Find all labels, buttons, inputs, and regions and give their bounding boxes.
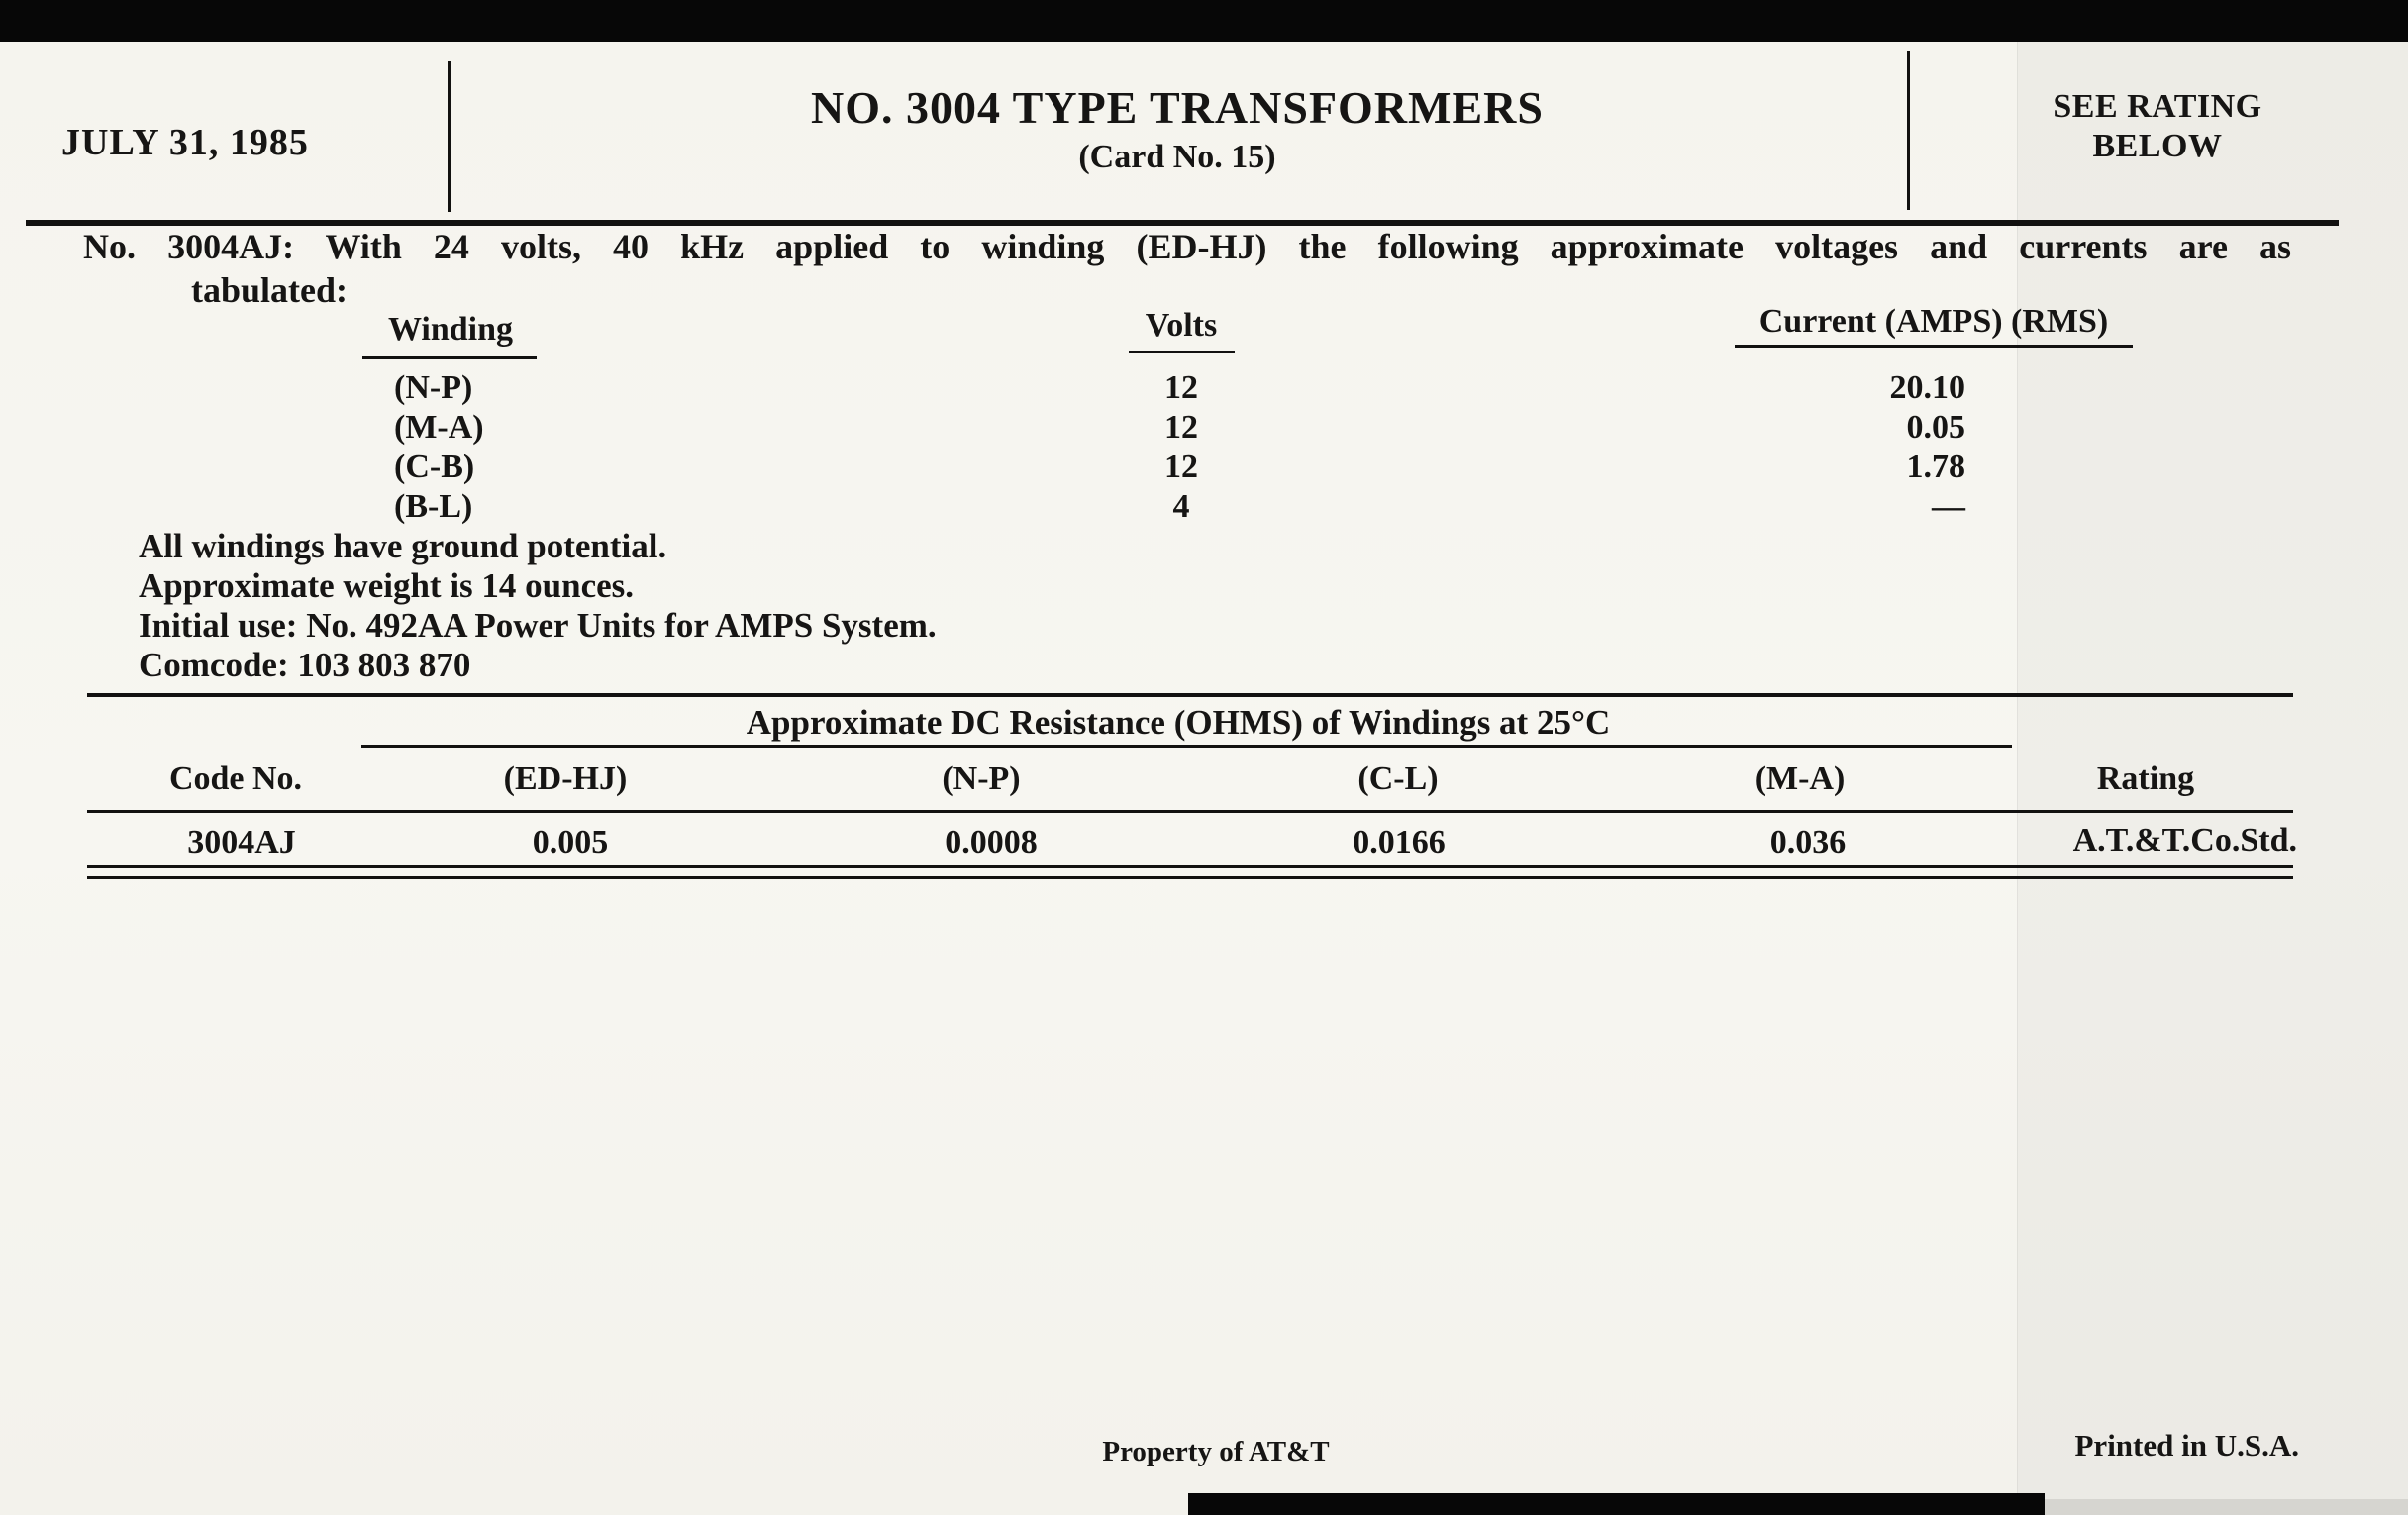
scan-bottom-gray-strip xyxy=(2045,1499,2408,1515)
current-column-header: Current (AMPS) (RMS) xyxy=(1758,303,2109,340)
note-comcode: Comcode: 103 803 870 xyxy=(139,646,471,684)
current-header-underline xyxy=(1735,345,2133,348)
resistance-header-m-a: (M-A) xyxy=(1755,760,1846,797)
winding-label: (C-B) xyxy=(394,449,475,485)
card-title: NO. 3004 TYPE TRANSFORMERS xyxy=(811,82,1544,133)
resistance-header-rating: Rating xyxy=(2096,760,2195,797)
resistance-header-n-p: (N-P) xyxy=(942,760,1021,797)
resistance-cell-code-no: 3004AJ xyxy=(187,824,296,860)
see-rating-note xyxy=(1959,87,2356,166)
card-number: (Card No. 15) xyxy=(1078,139,1276,175)
resistance-table-title: Approximate DC Resistance (OHMS) of Windings at 25°C xyxy=(746,703,1611,742)
resistance-header-code-no: Code No. xyxy=(168,760,303,797)
current-value: — xyxy=(1932,488,1965,525)
note-initial-use: Initial use: No. 492AA Power Units for AMPS System. xyxy=(139,606,937,645)
current-value: 20.10 xyxy=(1889,369,1965,406)
resistance-bottom-rule-1 xyxy=(87,865,2293,868)
see-rating-line2: BELOW xyxy=(2092,128,2223,164)
printed-in-usa: Printed in U.S.A. xyxy=(2074,1428,2299,1463)
resistance-header-ed-hj: (ED-HJ) xyxy=(503,760,628,797)
note-weight: Approximate weight is 14 ounces. xyxy=(139,566,635,605)
winding-label: (B-L) xyxy=(394,488,473,525)
resistance-cell-ed-hj: 0.005 xyxy=(532,824,609,860)
notes-block xyxy=(139,527,1723,685)
header-divider-left xyxy=(448,61,451,212)
volts-value: 12 xyxy=(1164,449,1198,485)
resistance-cell-m-a: 0.036 xyxy=(1769,824,1847,860)
resistance-bottom-rule-2 xyxy=(87,876,2293,879)
volts-header-underline xyxy=(1129,351,1235,354)
note-ground-potential: All windings have ground potential. xyxy=(139,527,667,565)
see-rating-line1: SEE RATING xyxy=(2053,88,2262,125)
volts-value: 12 xyxy=(1164,369,1198,406)
winding-label: (M-A) xyxy=(394,409,484,446)
intro-line2: tabulated: xyxy=(191,270,349,310)
scan-top-black-bar xyxy=(0,0,2408,42)
resistance-header-rule xyxy=(87,810,2293,813)
resistance-title-underline xyxy=(361,745,2012,748)
resistance-cell-rating: A.T.&T.Co.Std. xyxy=(2072,822,2297,858)
current-value: 0.05 xyxy=(1906,409,1965,446)
resistance-cell-c-l: 0.0166 xyxy=(1353,824,1446,860)
volts-column xyxy=(1082,368,1280,527)
winding-label: (N-P) xyxy=(394,369,473,406)
current-value: 1.78 xyxy=(1906,449,1965,485)
volts-value: 4 xyxy=(1172,488,1190,525)
winding-column-header: Winding xyxy=(387,311,513,348)
scan-bottom-black-bar xyxy=(1188,1493,2045,1515)
property-notice: Property of AT&T xyxy=(1102,1436,1330,1467)
winding-column xyxy=(394,368,691,527)
card-date: JULY 31, 1985 xyxy=(61,122,309,163)
resistance-header-c-l: (C-L) xyxy=(1357,760,1439,797)
winding-header-underline xyxy=(362,356,537,359)
current-column xyxy=(1668,368,1965,527)
intro-line1: No. 3004AJ: With 24 volts, 40 kHz applied to winding (ED-HJ) the following approximate voltages and currents are as xyxy=(83,227,2291,266)
volts-column-header: Volts xyxy=(1145,307,1218,344)
resistance-cell-n-p: 0.0008 xyxy=(945,824,1038,860)
volts-value: 12 xyxy=(1164,409,1198,446)
resistance-table-top-rule xyxy=(87,693,2293,697)
header-divider-right xyxy=(1907,51,1910,210)
